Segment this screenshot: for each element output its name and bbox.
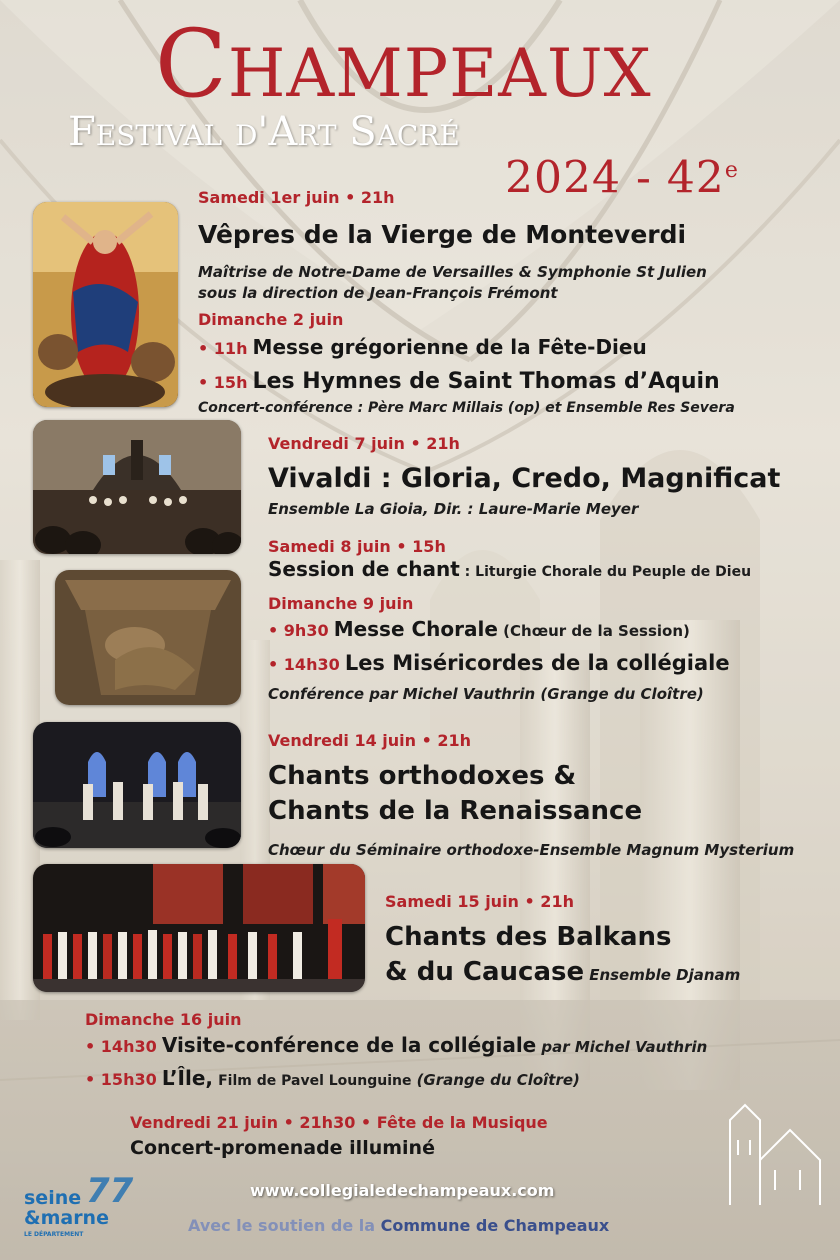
event4-desc: : Liturgie Chorale du Peuple de Dieu (459, 564, 752, 580)
event2-item1-title: Messe grégorienne de la Fête-Dieu (252, 335, 647, 359)
event5-item1-title: Messe Chorale (333, 617, 498, 641)
event5-date: Dimanche 9 juin (268, 594, 414, 613)
event6-note: Chœur du Séminaire orthodoxe-Ensemble Magnum Mysterium (268, 841, 795, 859)
website-link[interactable]: www.collegialedechampeaux.com (250, 1181, 555, 1200)
event6-title-line2: Chants de la Renaissance (268, 796, 643, 826)
event1-title: Vêpres de la Vierge de Monteverdi (198, 220, 687, 249)
support-name: Commune de Champeaux (380, 1216, 610, 1235)
event4-title: Session de chant (268, 557, 460, 581)
event5-item1-note: (Chœur de la Session) (497, 622, 690, 640)
festival-title: Champeaux (155, 10, 652, 119)
balkan-ensemble-image (33, 864, 365, 992)
event8-item1-time: • 14h30 (85, 1037, 157, 1056)
event6-title-line1: Chants orthodoxes & (268, 761, 577, 791)
event2-item1-time: • 11h (198, 339, 248, 358)
event2-item2 (198, 369, 720, 394)
event2-note: Concert-conférence : Père Marc Millais (op) et Ensemble Res Severa (198, 400, 735, 416)
logo-number: 77 (86, 1171, 134, 1211)
event6-date: Vendredi 14 juin • 21h (268, 731, 472, 750)
edition-sup: e (724, 158, 739, 183)
event8-item2 (85, 1066, 580, 1090)
church-outline-drawing (720, 1100, 830, 1210)
event8-item1-title: Visite-conférence de la collégiale (161, 1033, 537, 1057)
logo-line1: seine (24, 1187, 82, 1209)
event8-item2-sub: Film de Pavel Lounguine (218, 1073, 412, 1089)
assumption-painting-image (33, 202, 178, 407)
event7-title-line1: Chants des Balkans (385, 922, 672, 952)
event3-title: Vivaldi : Gloria, Credo, Magnificat (268, 463, 781, 494)
event2-item1 (198, 335, 647, 359)
year-text: 2024 - 42 (505, 152, 725, 204)
festival-subtitle: Festival d'Art Sacré (68, 109, 460, 155)
event2-item2-time: • 15h (198, 373, 248, 392)
event2-date: Dimanche 2 juin (198, 310, 344, 329)
event9-date: Vendredi 21 juin • 21h30 • Fête de la Musique (130, 1113, 548, 1132)
event7-title-line2-row (385, 957, 740, 987)
event9-title: Concert-promenade illuminé (130, 1137, 435, 1159)
logo-line2: &marne (24, 1207, 109, 1229)
event8-item2-title: L’Île, (161, 1066, 214, 1090)
festival-year (505, 146, 739, 204)
event1-director: sous la direction de Jean-François Frémont (198, 284, 558, 302)
event5-item2 (268, 651, 730, 675)
event8-date: Dimanche 16 juin (85, 1010, 242, 1029)
event1-date: Samedi 1er juin • 21h (198, 188, 395, 207)
event3-note: Ensemble La Gioia, Dir. : Laure-Marie Meyer (268, 500, 639, 518)
support-line (188, 1216, 609, 1235)
event1-performers: Maîtrise de Notre-Dame de Versailles & Symphonie St Julien (198, 263, 707, 281)
event5-item2-title: Les Miséricordes de la collégiale (344, 651, 730, 675)
event5-item1 (268, 617, 690, 641)
event8-item1 (85, 1033, 707, 1057)
event5-note: Conférence par Michel Vauthrin (Grange du Cloître) (268, 685, 704, 703)
seine-et-marne-logo (24, 1171, 134, 1245)
misericord-carving-image (55, 570, 241, 705)
church-concert-image (33, 420, 241, 554)
orthodox-choir-image (33, 722, 241, 848)
event8-item1-note: par Michel Vauthrin (541, 1038, 708, 1056)
logo-line3: LE DÉPARTEMENT (24, 1231, 84, 1238)
event7-title-line2: & du Caucase (385, 957, 585, 987)
event5-item2-time: • 14h30 (268, 655, 340, 674)
event4-line (268, 557, 751, 581)
event2-item2-title: Les Hymnes de Saint Thomas d’Aquin (252, 369, 720, 394)
event8-item2-time: • 15h30 (85, 1070, 157, 1089)
event8-item2-note: (Grange du Cloître) (416, 1071, 580, 1089)
event5-item1-time: • 9h30 (268, 621, 329, 640)
event7-date: Samedi 15 juin • 21h (385, 892, 574, 911)
event3-date: Vendredi 7 juin • 21h (268, 434, 460, 453)
event4-date: Samedi 8 juin • 15h (268, 537, 446, 556)
event7-note: Ensemble Djanam (589, 966, 741, 984)
support-prefix: Avec le soutien de la (188, 1216, 376, 1235)
